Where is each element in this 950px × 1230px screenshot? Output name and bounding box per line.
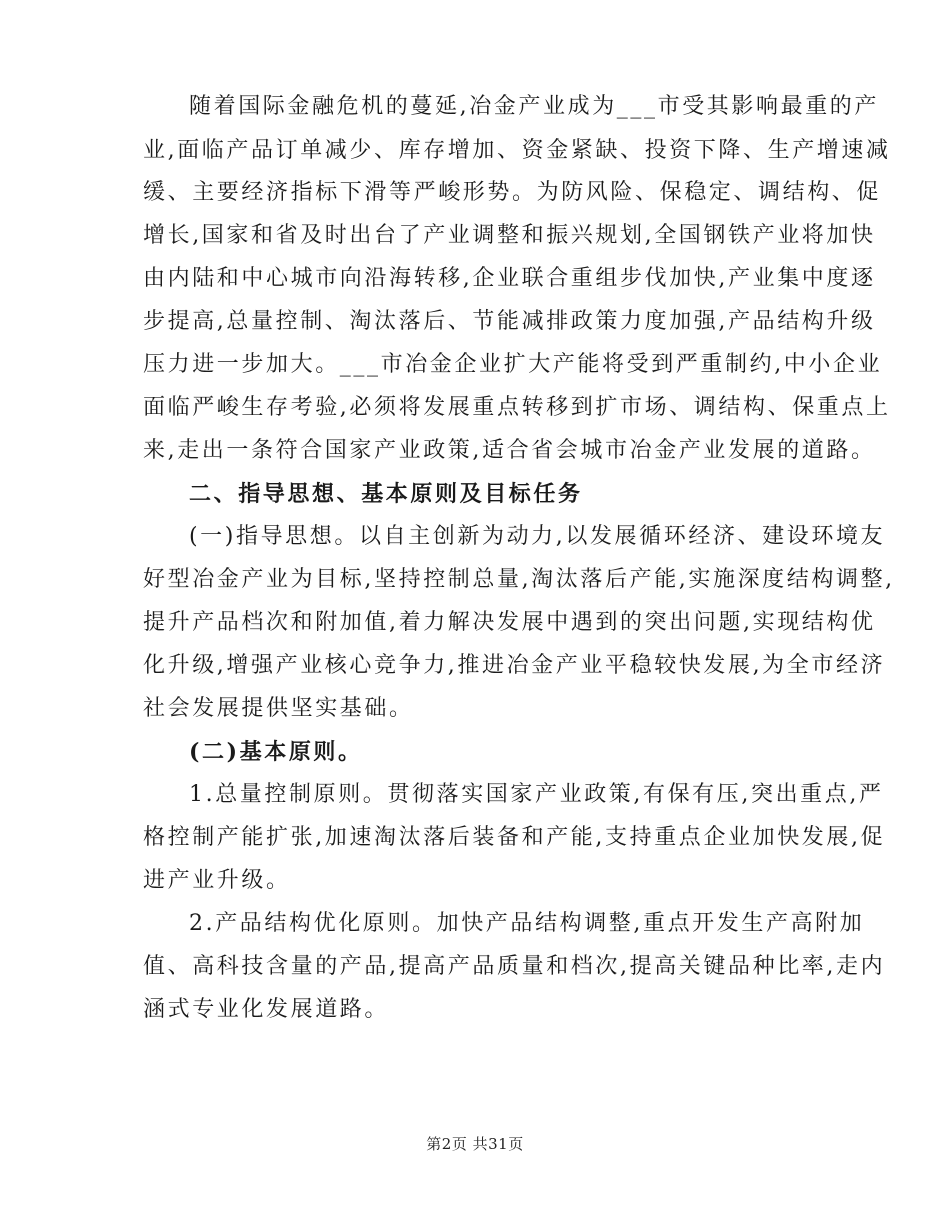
subsection-heading: (二)基本原则。 (189, 739, 363, 765)
body-text-line: 步提高,总量控制、淘汰落后、节能减排政策力度加强,产品结构升级 (143, 309, 876, 334)
body-text-line: 增长,国家和省及时出台了产业调整和振兴规划,全国钢铁产业将加快 (143, 223, 876, 248)
body-text-line: 好型冶金产业为目标,坚持控制总量,淘汰落后产能,实施深度结构调整, (143, 567, 895, 592)
body-text-line: 随着国际金融危机的蔓延,冶金产业成为___市受其影响最重的产 (189, 94, 879, 119)
body-text-line: 面临严峻生存考验,必须将发展重点转移到扩市场、调结构、保重点上 (143, 395, 891, 420)
body-text-line: 涵式专业化发展道路。 (143, 997, 390, 1022)
body-text-line: 来,走出一条符合国家产业政策,适合省会城市冶金产业发展的道路。 (143, 438, 876, 463)
body-text-line: 进产业升级。 (143, 868, 291, 893)
body-text-line: 值、高科技含量的产品,提高产品质量和档次,提高关键品种比率,走内 (143, 954, 886, 979)
body-text-line: 缓、主要经济指标下滑等严峻形势。为防风险、保稳定、调结构、促 (143, 180, 882, 205)
section-heading: 二、指导思想、基本原则及目标任务 (189, 481, 583, 507)
body-text-line: 格控制产能扩张,加速淘汰落后装备和产能,支持重点企业加快发展,促 (143, 825, 886, 850)
body-text-line: 由内陆和中心城市向沿海转移,企业联合重组步伐加快,产业集中度逐 (143, 266, 876, 291)
body-text-line: 2.产品结构优化原则。加快产品结构调整,重点开发生产高附加 (189, 911, 865, 936)
body-text-line: (一)指导思想。以自主创新为动力,以发展循环经济、建设环境友 (189, 524, 886, 549)
body-text-line: 业,面临产品订单减少、库存增加、资金紧缺、投资下降、生产增速减 (143, 138, 891, 163)
body-text-line: 化升级,增强产业核心竞争力,推进冶金产业平稳较快发展,为全市经济 (143, 653, 886, 678)
body-text-line: 提升产品档次和附加值,着力解决发展中遇到的突出问题,实现结构优 (143, 610, 876, 635)
page-number-footer: 第2页 共31页 (426, 1135, 524, 1153)
body-text-line: 1.总量控制原则。贯彻落实国家产业政策,有保有压,突出重点,严 (189, 782, 884, 807)
body-text-line: 压力进一步加大。___市冶金企业扩大产能将受到严重制约,中小企业 (143, 352, 883, 377)
body-text-line: 社会发展提供坚实基础。 (143, 696, 414, 721)
